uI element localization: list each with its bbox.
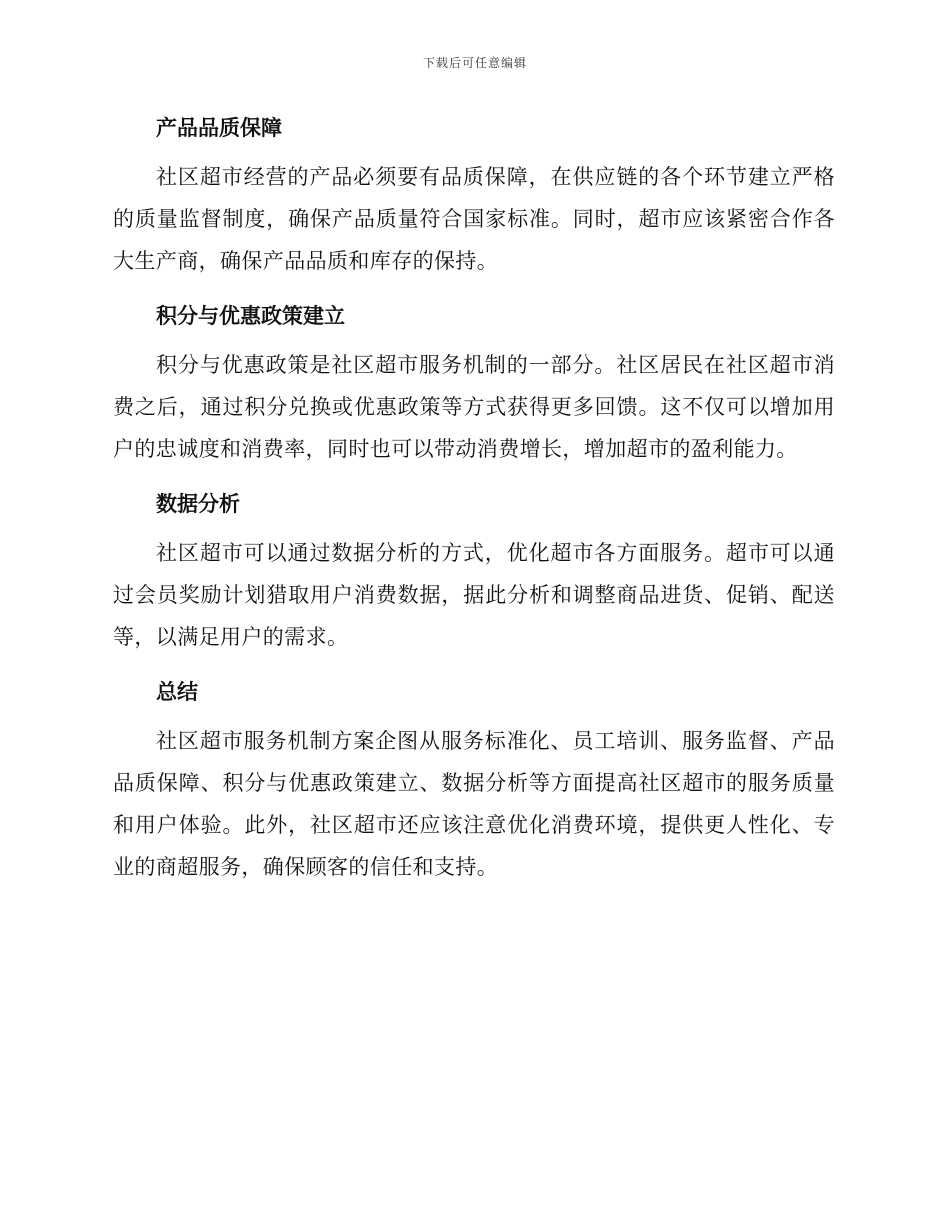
section-heading: 总结 [156, 680, 198, 704]
section-paragraph: 积分与优惠政策是社区超市服务机制的一部分。社区居民在社区超市消费之后，通过积分兑换或优惠政策等方式获得更多回馈。这不仅可以增加用户的忠诚度和消费率，同时也可以带动消费增长，增加超市的盈利能力。 [113, 353, 835, 461]
section-quality-assurance [113, 108, 835, 282]
section-data-analysis [113, 484, 835, 658]
document-content [113, 108, 835, 902]
section-points-policy [113, 296, 835, 470]
section-summary [113, 672, 835, 888]
section-paragraph: 社区超市可以通过数据分析的方式，优化超市各方面服务。超市可以通过会员奖励计划猎取用户消费数据，据此分析和调整商品进货、促销、配送等，以满足用户的需求。 [113, 541, 835, 649]
section-heading: 产品品质保障 [156, 116, 282, 140]
section-heading: 数据分析 [156, 492, 240, 516]
section-paragraph: 社区超市服务机制方案企图从服务标准化、员工培训、服务监督、产品品质保障、积分与优惠政策建立、数据分析等方面提高社区超市的服务质量和用户体验。此外，社区超市还应该注意优化消费环境，提供更人性化、专业的商超服务，确保顾客的信任和支持。 [113, 729, 835, 879]
section-paragraph: 社区超市经营的产品必须要有品质保障，在供应链的各个环节建立严格的质量监督制度，确保产品质量符合国家标准。同时，超市应该紧密合作各大生产商，确保产品品质和库存的保持。 [113, 165, 835, 273]
header-note: 下载后可任意编辑 [422, 56, 527, 70]
section-heading: 积分与优惠政策建立 [156, 304, 345, 328]
